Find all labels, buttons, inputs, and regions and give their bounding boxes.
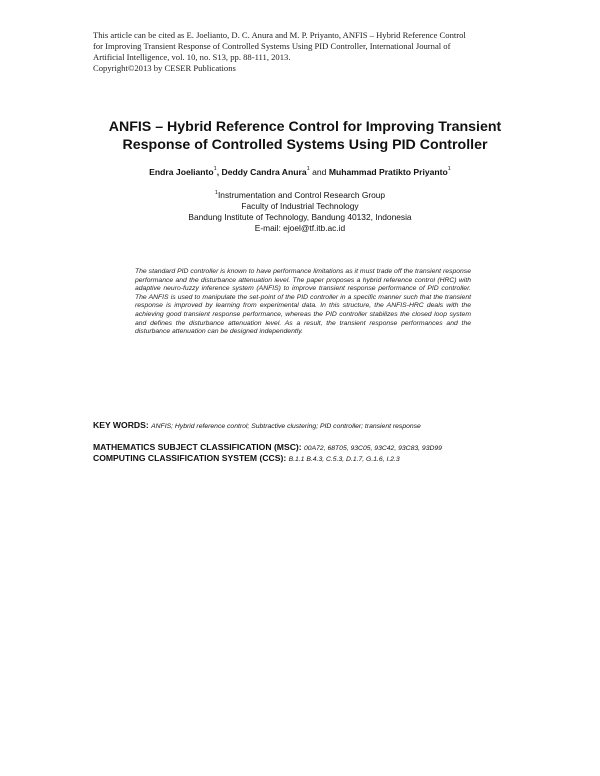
affiliation-mark: 1 xyxy=(447,166,451,172)
affiliation-mark: 1 xyxy=(214,190,218,196)
author-separator: , xyxy=(216,167,222,177)
abstract: The standard PID controller is known to have performance limitations as it must trade off the transient response performance and the disturbance attenuation level. The paper proposes a hybrid reference control (HRC) with adaptive neuro-fuzzy inference system (ANFIS) to improve transient response performance of PID controller. The ANFIS is used to manipulate the set-point of the PID controller in a specific manner such that the transient response is improved by learning from experimental data. In this structure, the ANFIS-HRC deals with the achieving good transient response performance, whereas the PID controller stabilizes the closed loop system and defines the disturbance attenuation level. As a result, the transient response performances and the disturbance attenuation can be designed independently. xyxy=(135,268,471,336)
msc-value: 00A72, 68T05, 93C05, 93C42, 93C83, 93D99 xyxy=(304,445,442,452)
copyright-line: Copyright©2013 by CESER Publications xyxy=(93,63,236,73)
citation-line: This article can be cited as E. Joelianto, D. C. Anura and M. P. Priyanto, ANFIS – Hybrid Reference Control xyxy=(93,30,466,40)
keywords-value: ANFIS; Hybrid reference control; Subtractive clustering; PID controller; transient response xyxy=(151,423,421,430)
affiliation-group: Instrumentation and Control Research Group xyxy=(217,190,386,200)
keywords-label: KEY WORDS: xyxy=(93,420,149,430)
ccs-value: B.1.1 B.4.3, C.5.3, D.1.7, G.1.6, I.2.3 xyxy=(288,456,400,463)
paper-title xyxy=(60,118,550,154)
author-name: Endra Joelianto xyxy=(149,167,214,177)
author-conjunction: and xyxy=(309,167,329,177)
keywords xyxy=(93,420,533,432)
author-name: Deddy Candra Anura xyxy=(221,167,307,177)
citation-line: Artificial Intelligence, vol. 10, no. S13, pp. 88-111, 2013. xyxy=(93,52,291,62)
citation-line: for Improving Transient Response of Controlled Systems Using PID Controller, International Journal of xyxy=(93,41,451,51)
affiliation-mark: 1 xyxy=(306,166,310,172)
affiliation-mark: 1 xyxy=(213,166,217,172)
ccs-classification xyxy=(93,453,533,466)
author-name: Muhammad Pratikto Priyanto xyxy=(328,167,448,177)
title-line-2: Response of Controlled Systems Using PID Controller xyxy=(122,137,488,153)
title-line-1: ANFIS – Hybrid Reference Control for Improving Transient xyxy=(108,119,502,135)
affiliation-faculty: Faculty of Industrial Technology xyxy=(241,201,359,211)
author-list xyxy=(60,163,540,178)
ccs-label: COMPUTING CLASSIFICATION SYSTEM (CCS): xyxy=(93,453,287,463)
citation-note xyxy=(93,30,513,74)
msc-label: MATHEMATICS SUBJECT CLASSIFICATION (MSC): xyxy=(93,442,302,452)
affiliation-block xyxy=(60,188,540,234)
author-email: E-mail: ejoel@tf.itb.ac.id xyxy=(254,223,346,233)
affiliation-institute: Bandung Institute of Technology, Bandung 40132, Indonesia xyxy=(188,212,412,222)
